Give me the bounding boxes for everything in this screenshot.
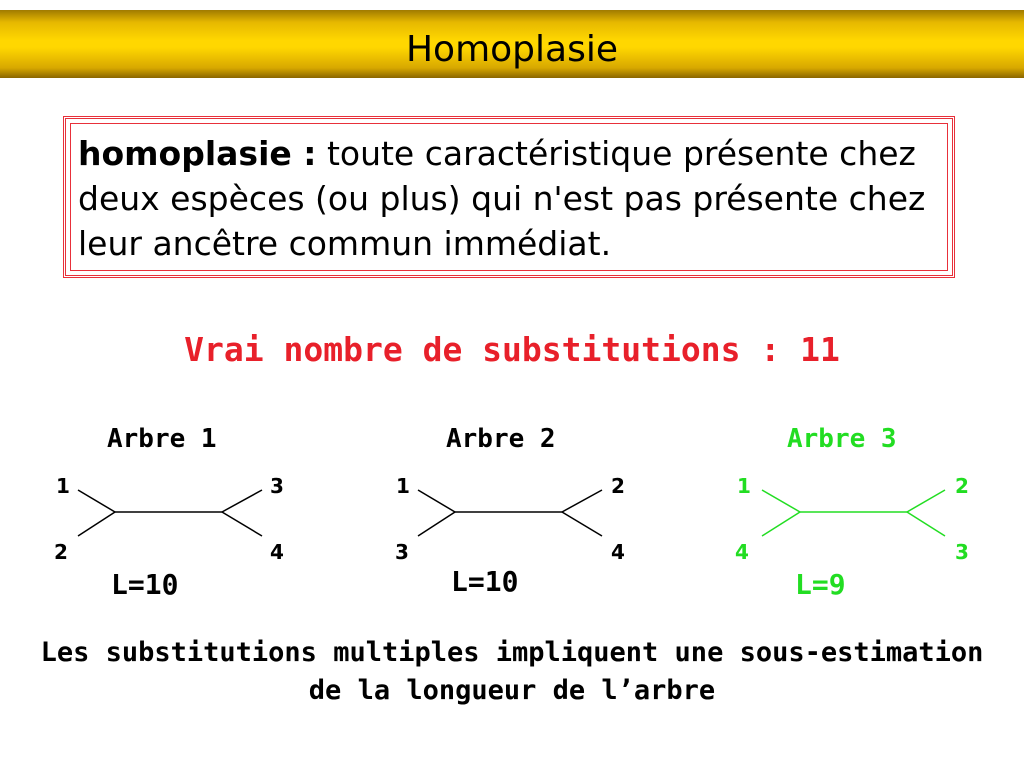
tree-2-title: Arbre 2	[446, 424, 556, 454]
tree-3-branch-tip-1	[762, 490, 800, 512]
tree-1-branch-tip-4	[222, 512, 262, 536]
tree-3-branch-tip-3	[907, 512, 945, 536]
tree-3-tip-bottom-left: 4	[735, 540, 749, 564]
slide-title: Homoplasie	[405, 29, 618, 70]
tree-1-branch-tip-3	[222, 490, 262, 512]
conclusion-line-2: de la longueur de l’arbre	[308, 675, 716, 706]
tree-2-branch-tip-4	[562, 512, 602, 536]
tree-3-length: L=9	[795, 568, 846, 601]
conclusion-line-1: Les substitutions multiples impliquent une sous-estimation	[40, 637, 984, 668]
tree-3-tip-top-right: 2	[955, 474, 969, 498]
tree-1-tip-top-right: 3	[270, 474, 284, 498]
tree-2-tip-bottom-left: 3	[395, 540, 409, 564]
tree-1-tip-top-left: 1	[56, 474, 70, 498]
tree-2-branch-tip-2	[562, 490, 602, 512]
tree-2-branch-tip-3	[418, 512, 455, 536]
tree-2-branches	[418, 490, 602, 536]
tree-1-tip-bottom-right: 4	[270, 540, 284, 564]
definition-body: toute caractéristique présente chez deux espèces (ou plus) qui n'est pas présente chez leur ancêtre commun immédiat.	[78, 134, 926, 263]
tree-3-branches	[762, 490, 945, 536]
tree-1-tip-bottom-left: 2	[54, 540, 68, 564]
tree-2-tip-bottom-right: 4	[611, 540, 625, 564]
true-substitutions-label: Vrai nombre de substitutions : 11	[184, 330, 840, 369]
definition-term: homoplasie :	[78, 134, 317, 173]
tree-3-title: Arbre 3	[787, 424, 897, 454]
tree-1-branches	[78, 490, 262, 536]
tree-1-branch-tip-1	[78, 490, 115, 512]
tree-1-title: Arbre 1	[107, 424, 217, 454]
tree-3-branch-tip-4	[762, 512, 800, 536]
tree-3-branch-tip-2	[907, 490, 945, 512]
tree-1-branch-tip-2	[78, 512, 115, 536]
tree-3-tip-bottom-right: 3	[955, 540, 969, 564]
tree-2-branch-tip-1	[418, 490, 455, 512]
tree-2-tip-top-right: 2	[611, 474, 625, 498]
tree-2-length: L=10	[451, 565, 519, 598]
conclusion-text	[0, 634, 1024, 710]
tree-3-tip-top-left: 1	[737, 474, 751, 498]
tree-2-tip-top-left: 1	[396, 474, 410, 498]
tree-1-length: L=10	[111, 568, 179, 601]
